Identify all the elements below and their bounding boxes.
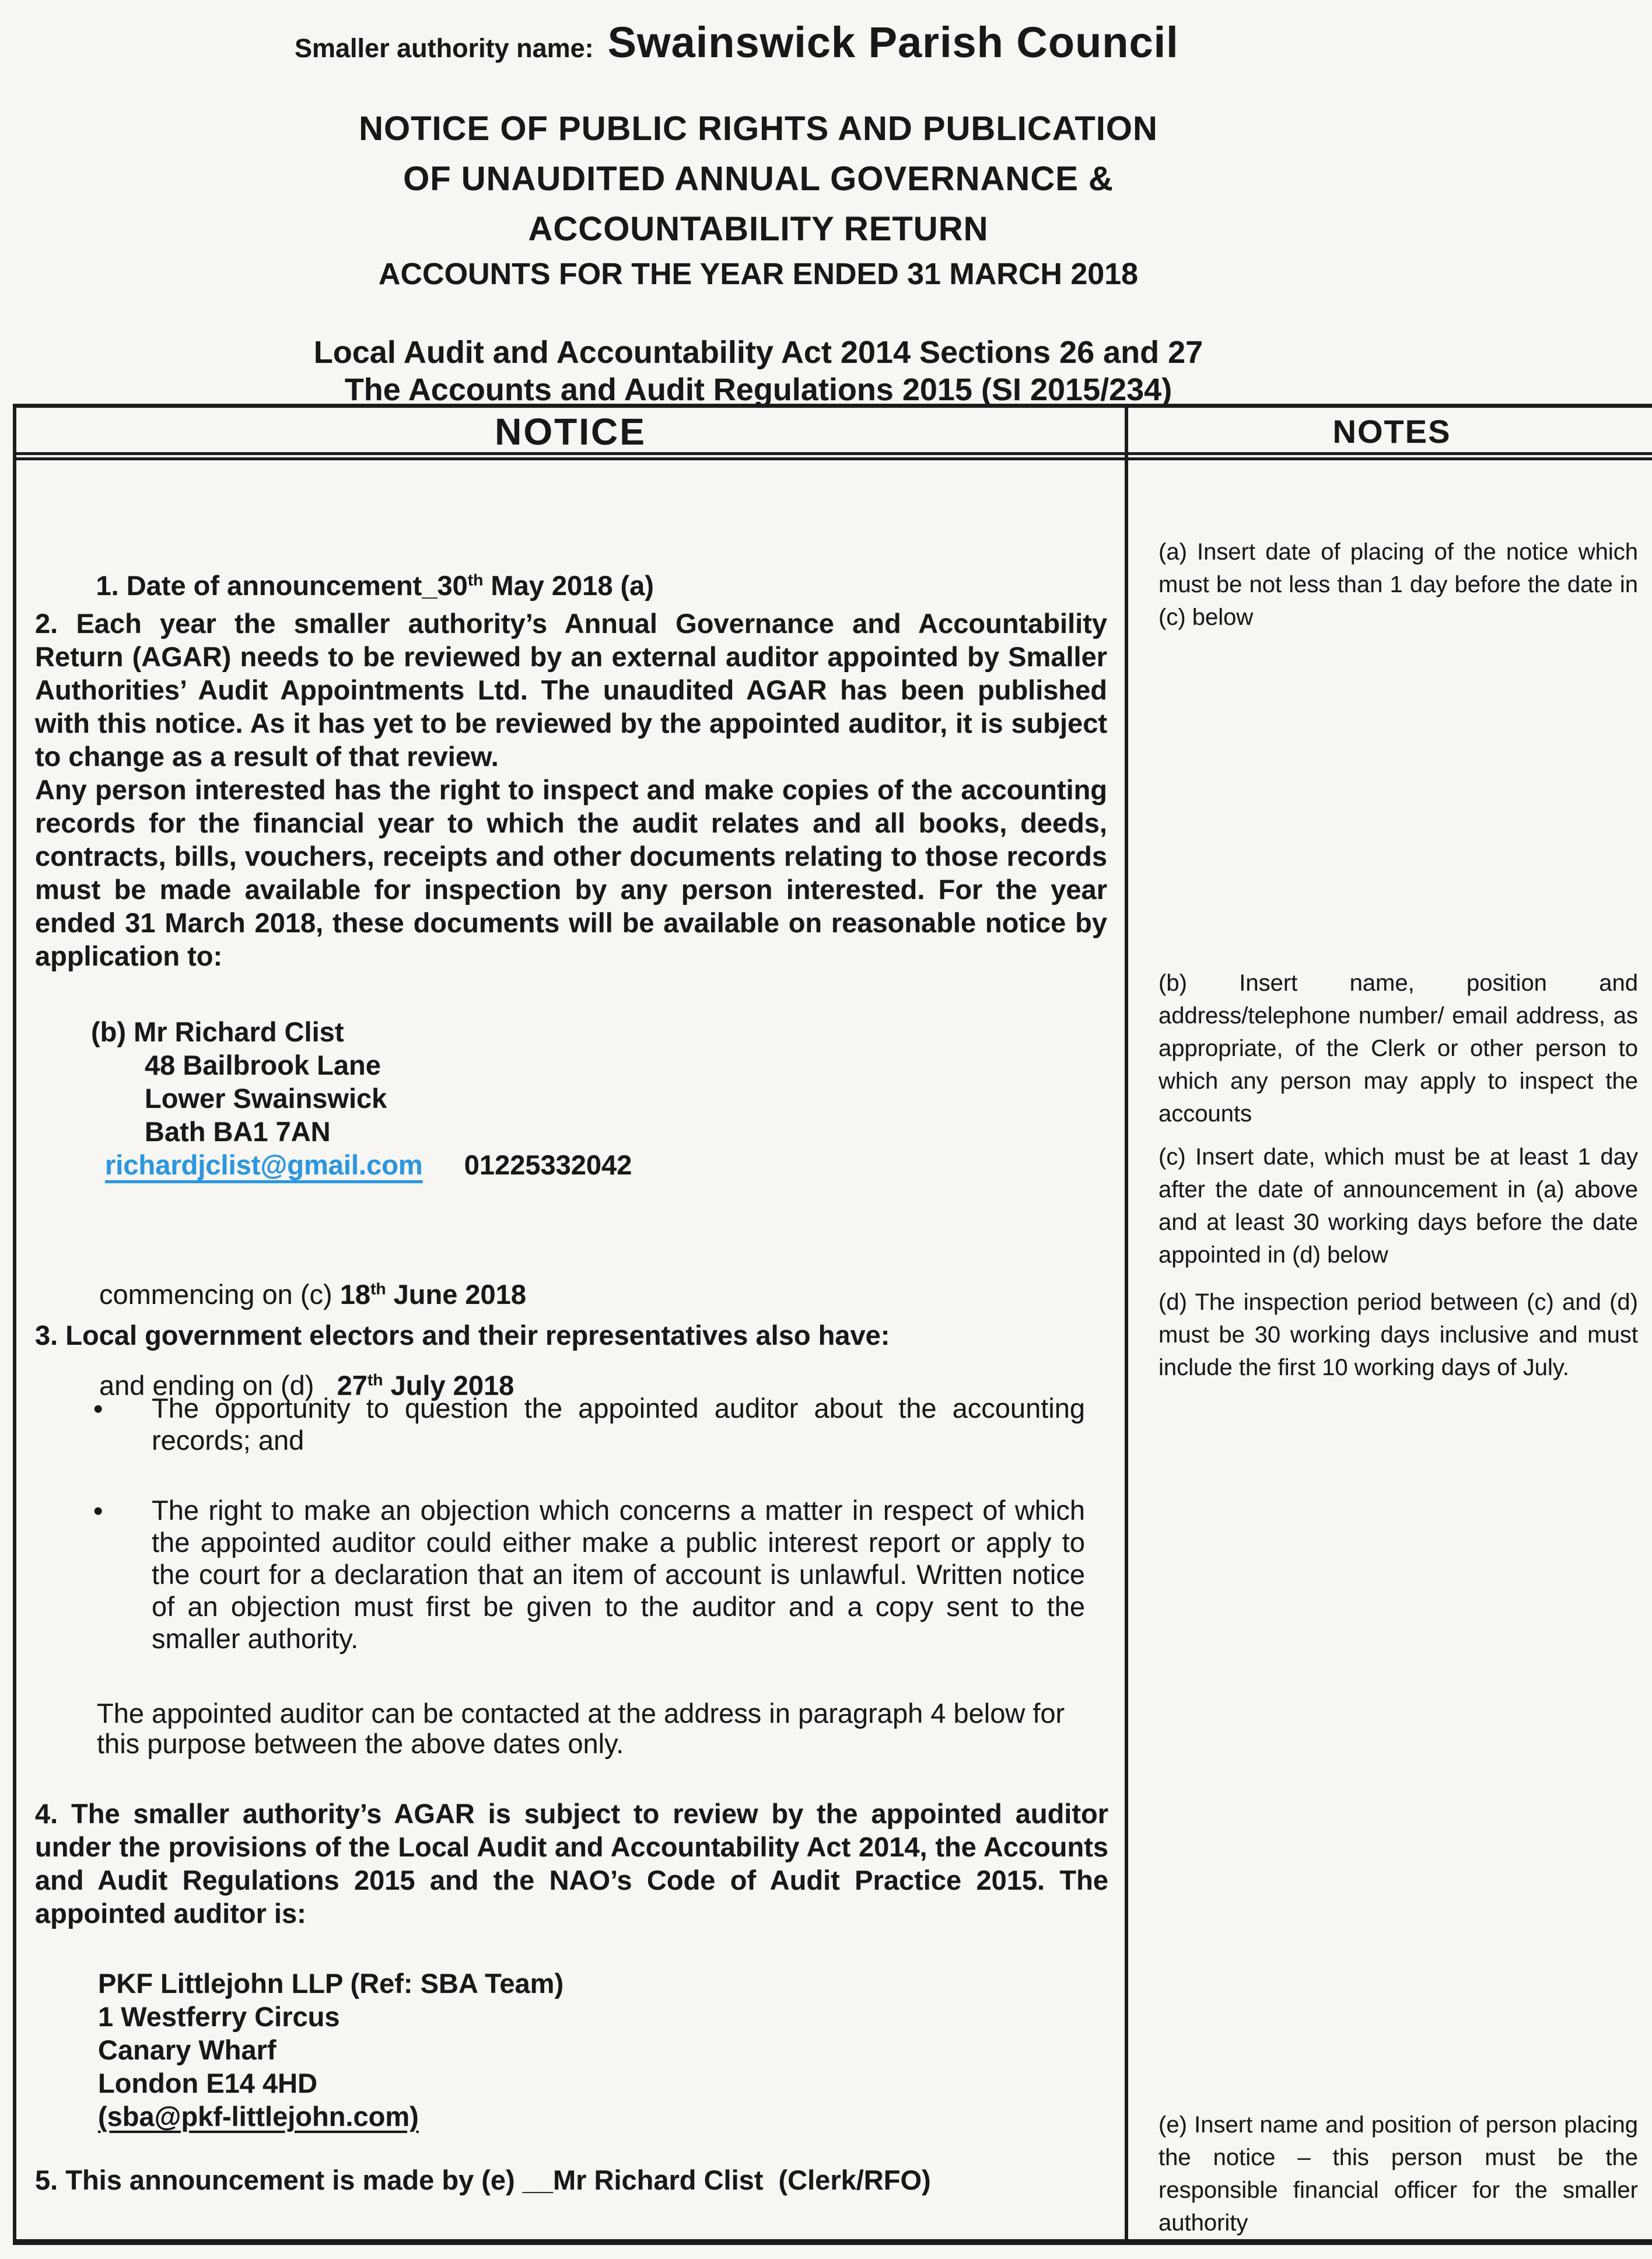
statute-line-2: The Accounts and Audit Regulations 2015 (SI 2015/234) <box>344 372 1172 407</box>
item-1-text: 1. Date of announcement_30 <box>96 570 468 601</box>
statute-line-1: Local Audit and Accountability Act 2014 Sections 26 and 27 <box>313 335 1203 370</box>
clerk-phone-number: 01225332042 <box>464 1149 632 1180</box>
item-2-text-part-1: 2. Each year the smaller authority’s Annual Governance and Accountability Return (AGAR) needs to be reviewed by an external auditor appointed by Smaller Authorities’ Audit Appointments Ltd. The unaudited AGAR has been published with this notice. As it has yet to be reviewed by the appointed auditor, it is subject to change as a result of that review. <box>35 608 1107 772</box>
notice-notes-table <box>13 404 1652 2245</box>
item-1-ordinal-suffix: th <box>467 570 484 589</box>
clerk-contact-address-block <box>91 1015 632 1181</box>
auditor-firm-line: PKF Littlejohn LLP (Ref: SBA Team) <box>98 1968 564 1999</box>
document-title-line-2: OF UNAUDITED ANNUAL GOVERNANCE & <box>403 160 1114 198</box>
authority-name-label: Smaller authority name: <box>295 33 594 63</box>
clerk-address-line-3: Bath BA1 7AN <box>145 1116 331 1147</box>
auditor-address-line-3: London E14 4HD <box>98 2068 318 2099</box>
document-title-line-1: NOTICE OF PUBLIC RIGHTS AND PUBLICATION <box>359 110 1158 148</box>
item-2-text-part-2: Any person interested has the right to inspect and make copies of the accounting records for the financial year to which the audit relates and all books, deeds, contracts, bills, vouchers, receipts and other documents relating to those records must be made available for inspection by any person interested. For the year ended 31 March 2018, these documents will be available on reasonable notice by application to: <box>35 774 1107 971</box>
bullet-1-text: The opportunity to question the appointed auditor about the accounting records; and <box>152 1393 1085 1456</box>
table-body-row <box>16 460 1652 2239</box>
notice-item-3-electors-rights: 3. Local government electors and their representatives also have: <box>35 1320 890 1351</box>
table-header-row <box>16 408 1652 460</box>
notice-column-header: NOTICE <box>495 411 646 453</box>
clerk-email-link[interactable]: richardjclist@gmail.com <box>105 1149 423 1180</box>
ending-label: and ending on (d) <box>99 1370 337 1401</box>
note-b: (b) Insert name, position and address/telephone number/ email address, as appropriate, of the Clerk or other person to which any person may apply to inspect the accounts <box>1158 970 1638 1127</box>
note-a: (a) Insert date of placing of the notice which must be not less than 1 day before the date in (c) below <box>1158 539 1638 630</box>
note-e: (e) Insert name and position of person placing the notice – this person must be the responsible financial officer for the smaller authority <box>1158 2112 1638 2236</box>
note-d: (d) The inspection period between (c) and (d) must be 30 working days inclusive and must include the first 10 working days of July. <box>1158 1289 1638 1380</box>
electors-right-bullet-2 <box>93 1494 1085 1655</box>
commencing-label: commencing on (c) <box>99 1279 340 1310</box>
electors-right-bullet-1 <box>93 1392 1085 1456</box>
inspection-commencing-line <box>99 1279 526 1310</box>
auditor-email-line: (sba@pkf-littlejohn.com) <box>98 2101 419 2132</box>
statute-references <box>0 334 1517 408</box>
notes-column-header: NOTES <box>1332 413 1451 450</box>
notice-item-5-announcement-by: 5. This announcement is made by (e) __Mr Richard Clist (Clerk/RFO) <box>35 2164 931 2195</box>
authority-name-line <box>295 18 1179 67</box>
bullet-dot-icon: • <box>93 1393 103 1424</box>
ending-date: 27th July 2018 <box>337 1370 514 1401</box>
bullet-2-text: The right to make an objection which concerns a matter in respect of which the appointed auditor could either make a public interest report or apply to the court for a declaration that an item of account is unlawful. Written notice of an objection must first be given to the auditor and a copy sent to the smaller authority. <box>152 1495 1085 1654</box>
clerk-address-line-1: 48 Bailbrook Lane <box>145 1050 381 1080</box>
clerk-address-line-2: Lower Swainswick <box>145 1083 387 1114</box>
auditor-address-line-1: 1 Westferry Circus <box>98 2001 340 2032</box>
notice-item-2-paragraph <box>35 607 1107 973</box>
notice-item-4-paragraph: 4. The smaller authority’s AGAR is subject to review by the appointed auditor under the provisions of the Local Audit and Accountability Act 2014, the Accounts and Audit Regulations 2015 and the NAO’s Code of Audit Practice 2015. The appointed auditor is: <box>35 1798 1108 1929</box>
document-title-line-3: ACCOUNTABILITY RETURN <box>528 210 989 248</box>
appointed-auditor-address-block <box>98 1967 564 2133</box>
note-c: (c) Insert date, which must be at least 1 day after the date of announcement in (a) above and at least 30 working days before the date appointed in (d) below <box>1158 1144 1638 1268</box>
clerk-email-phone-line <box>91 1148 632 1181</box>
document-title <box>0 104 1517 254</box>
bullet-dot-icon: • <box>93 1495 103 1526</box>
auditor-address-line-2: Canary Wharf <box>98 2034 276 2065</box>
item-1-text-after: May 2018 (a) <box>483 570 654 601</box>
clerk-name-line: (b) Mr Richard Clist <box>91 1016 344 1047</box>
authority-name-value: Swainswick Parish Council <box>607 18 1179 67</box>
auditor-contact-note: The appointed auditor can be contacted at the address in paragraph 4 below for this purpose between the above dates only. <box>97 1698 1065 1759</box>
accounts-year-subtitle: ACCOUNTS FOR THE YEAR ENDED 31 MARCH 2018 <box>378 257 1139 291</box>
commencing-date: 18th June 2018 <box>340 1279 526 1310</box>
